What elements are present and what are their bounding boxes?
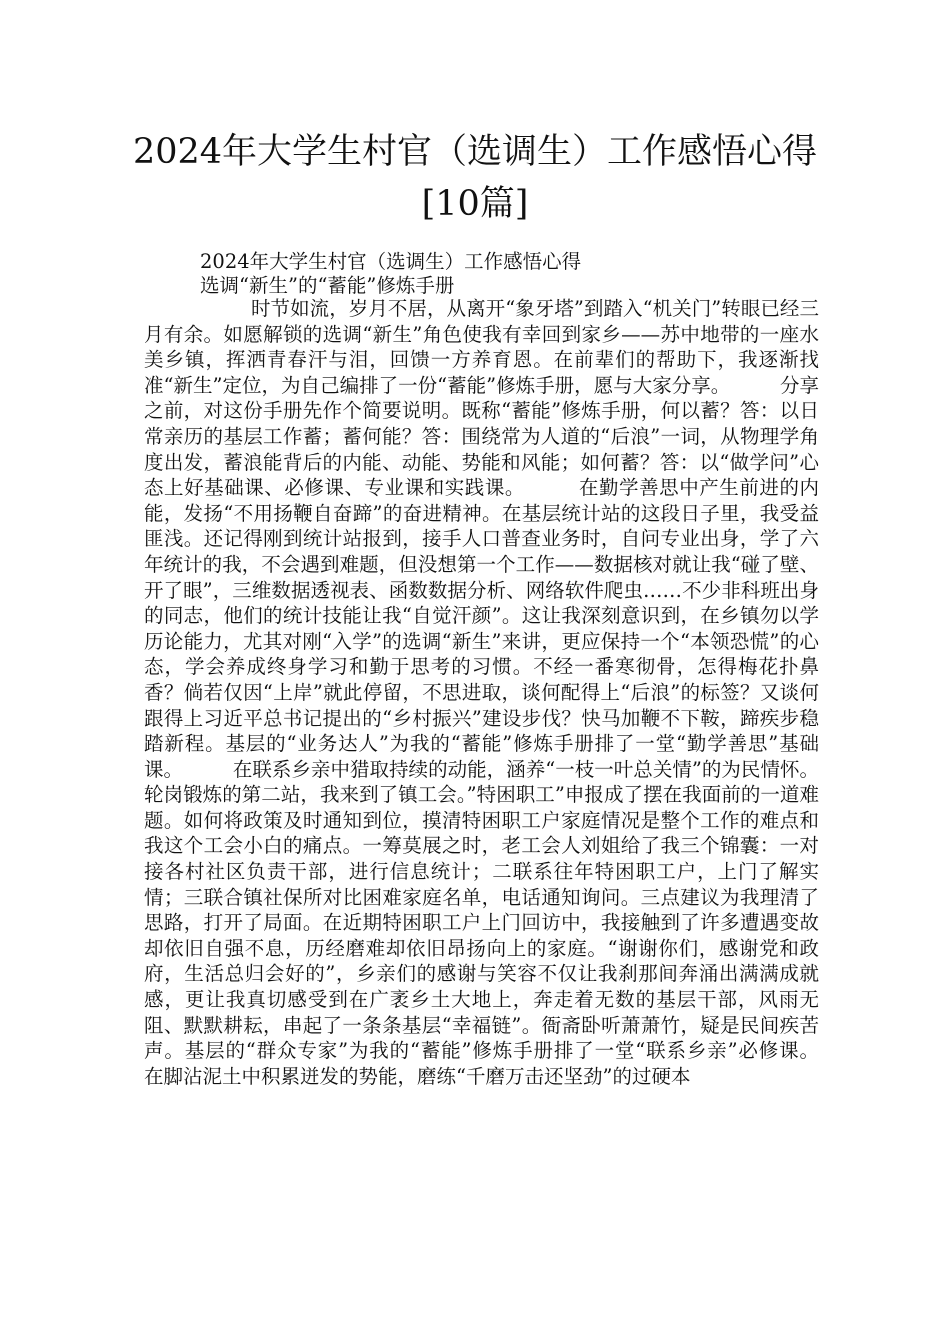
body-paragraph: 时节如流，岁月不居，从离开“象牙塔”到踏入“机关门”转眼已经三月有余。如愿解锁的选调“新生”角色使我有幸回到家乡——苏中地带的一座水美乡镇，挥洒青春汗与泪，回馈一方养育恩。在前辈们的帮助下，我逐渐找准“新生”定位，为自己编排了一份“蓄能”修炼手册，愿与大家分享。 分享之前，对这份手册先作个简要说明。既称“蓄能”修炼手册，何以蓄？答：以日常亲历的基层工作蓄；蓄何能？答：围绕常为人道的“后浪”一词，从物理学角度出发，蓄浪能背后的内能、动能、势能和风能；如何蓄？答：以“做学问”心态上好基础课、必修课、专业课和实践课。 在勤学善思中产生前进的内能，发扬“不用扬鞭自奋蹄”的奋进精神。在基层统计站的这段日子里，我受益匪浅。还记得刚到统计站报到，接手人口普查业务时，自问专业出身，学了六年统计的我，不会遇到难题，但没想第一个工作——数据核对就让我“碰了壁、开了眼”，三维数据透视表、函数数据分析、网络软件爬虫……不少非科班出身的同志，他们的统计技能让我“自觉汗颜”。这让我深刻意识到，在乡镇勿以学历论能力，尤其对刚“入学”的选调“新生”来讲，更应保持一个“本领恐慌”的心态，学会养成终身学习和勤于思考的习惯。不经一番寒彻骨，怎得梅花扑鼻香？倘若仅因“上岸”就此停留，不思进取，谈何配得上“后浪”的标签？又谈何跟得上习近平总书记提出的“乡村振兴”建设步伐？快马加鞭不下鞍，蹄疾步稳踏新程。基层的“业务达人”为我的“蓄能”修炼手册排了一堂“勤学善思”基础课。 在联系乡亲中猎取持续的动能，涵养“一枝一叶总关情”的为民情怀。轮岗锻炼的第二站，我来到了镇工会。”特困职工”申报成了摆在我面前的一道难题。如何将政策及时通知到位，摸清特困职工户家庭情况是整个工作的难点和我这个工会小白的痛点。一筹莫展之时，老工会人刘姐给了我三个锦囊：一对接各村社区负责干部，进行信息统计；二联系往年特困职工户，上门了解实情；三联合镇社保所对比困难家庭名单，电话通知询问。三点建议为我理清了思路，打开了局面。在近期特困职工户上门回访中，我接触到了许多遭遇变故却依旧自强不息，历经磨难却依旧昂扬向上的家庭。“谢谢你们，感谢党和政府，生活总归会好的”，乡亲们的感谢与笑容不仅让我刹那间奔涌出满满成就感，更让我真切感受到在广袤乡土大地上，奔走着无数的基层干部，风雨无阻、默默耕耘，串起了一条条基层“幸福链”。衙斋卧听萧萧竹，疑是民间疾苦声。基层的“群众专家”为我的“蓄能”修炼手册排了一堂“联系乡亲”必修课。 在脚沾泥土中积累迸发的势能，磨练“千磨万击还坚劲”的过硬本 xyxy=(144,297,869,1088)
section-heading: 选调“新生”的“蓄能”修炼手册 xyxy=(200,274,455,297)
document-title: 2024年大学生村官（选调生）工作感悟心得[10篇] xyxy=(132,132,818,224)
document-subtitle: 2024年大学生村官（选调生）工作感悟心得 xyxy=(200,250,582,273)
